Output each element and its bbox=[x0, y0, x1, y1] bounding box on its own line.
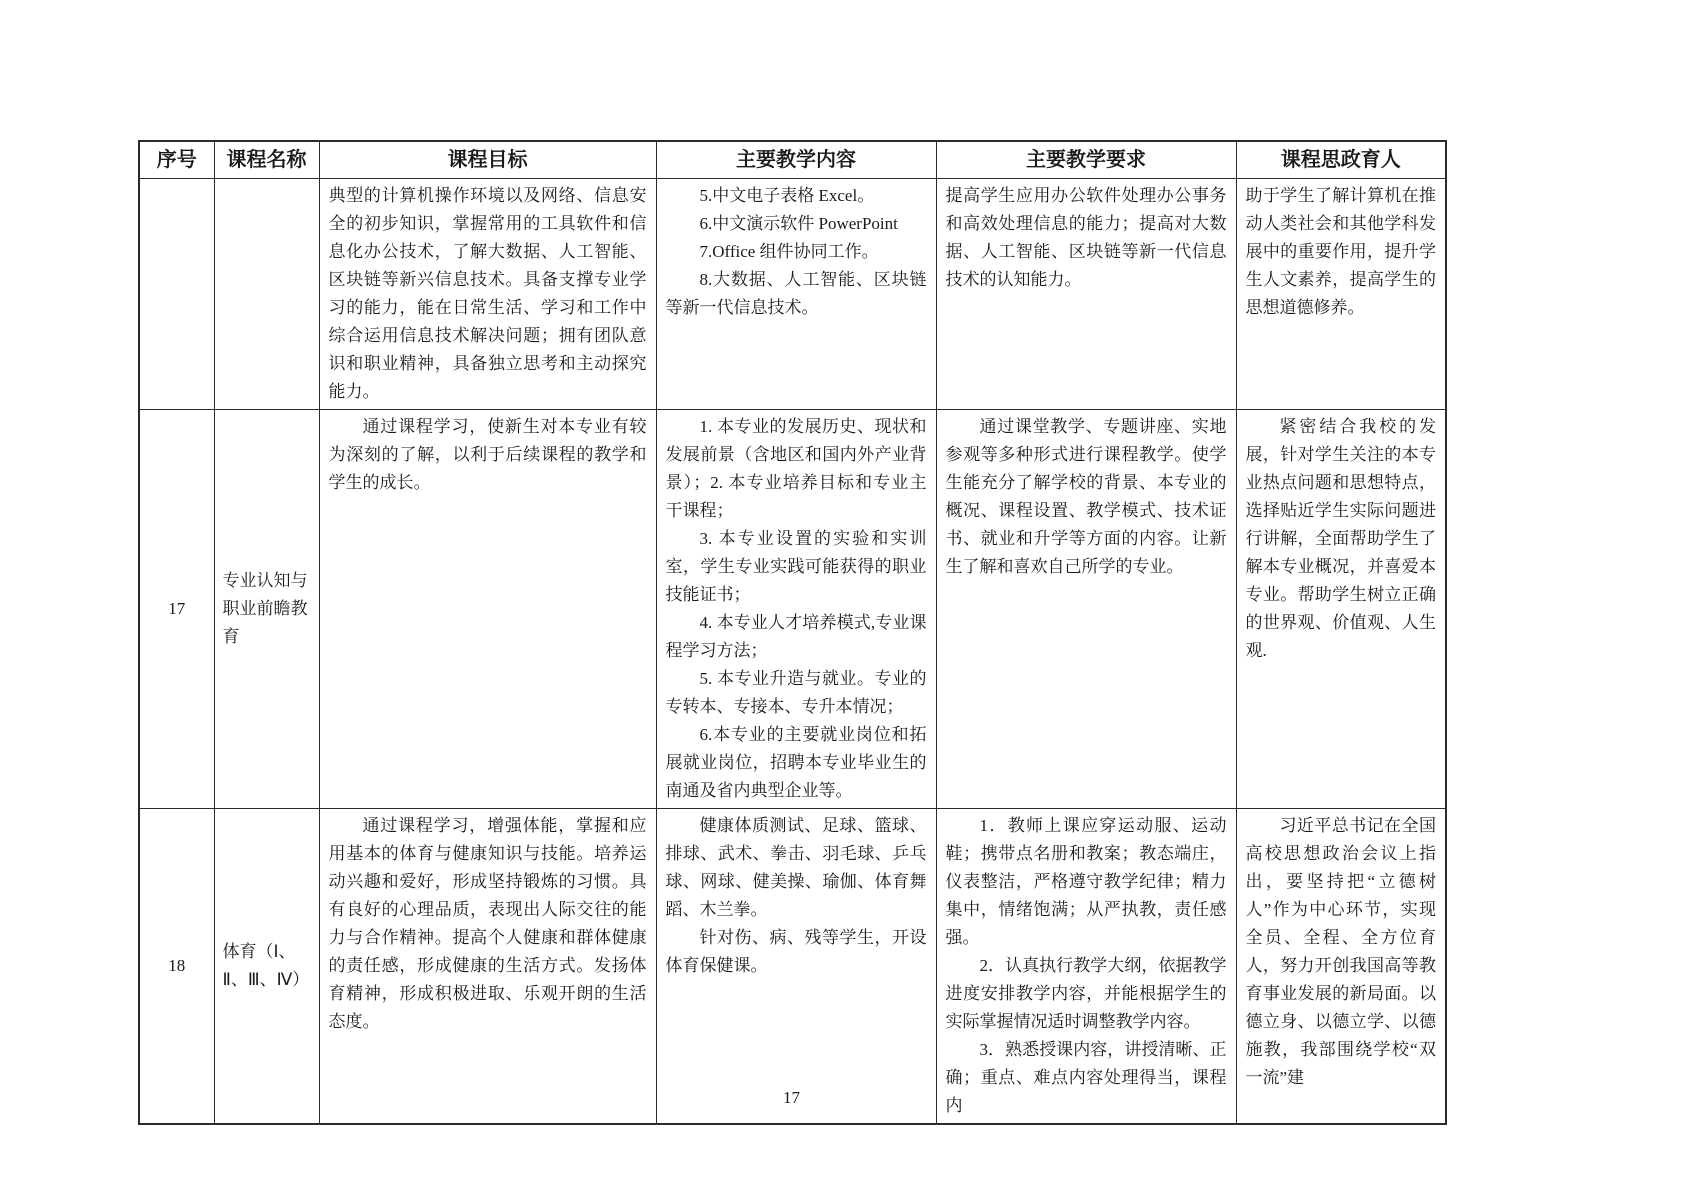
cell-seq: 17 bbox=[139, 409, 214, 808]
cell-paragraph: 提高学生应用办公软件处理办公事务和高效处理信息的能力；提高对大数据、人工智能、区块链等新一代信息技术的认知能力。 bbox=[945, 185, 1227, 289]
cell-paragraph: 健康体质测试、足球、篮球、排球、武术、拳击、羽毛球、乒乓球、网球、健美操、瑜伽、体育舞蹈、木兰拳。 bbox=[665, 815, 927, 919]
cell-course-goal bbox=[319, 808, 656, 1124]
cell-paragraph: 6.中文演示软件 PowerPoint bbox=[699, 213, 898, 233]
cell-teaching-content bbox=[656, 409, 936, 808]
cell-paragraph: 3. 本专业设置的实验和实训室，学生专业实践可能获得的职业技能证书； bbox=[665, 528, 927, 604]
page-number: 17 bbox=[783, 1088, 800, 1107]
cell-paragraph: 8.大数据、人工智能、区块链等新一代信息技术。 bbox=[665, 269, 927, 317]
cell-paragraph: 7.Office 组件协同工作。 bbox=[699, 241, 879, 261]
cell-ideology bbox=[1236, 178, 1446, 409]
header-ideology: 课程思政育人 bbox=[1236, 141, 1446, 178]
cell-seq: 18 bbox=[139, 808, 214, 1124]
cell-paragraph: 2．认真执行教学大纲，依据教学进度安排教学内容，并能根据学生的实际掌握情况适时调整教学内容。 bbox=[945, 955, 1227, 1031]
table-row-continuation bbox=[139, 178, 1446, 409]
cell-paragraph: 紧密结合我校的发展，针对学生关注的本专业热点问题和思想特点，选择贴近学生实际问题进行讲解，全面帮助学生了解本专业概况，并喜爱本专业。帮助学生树立正确的世界观、价值观、人生观. bbox=[1245, 416, 1436, 660]
cell-teaching-requirement bbox=[936, 409, 1236, 808]
cell-course-name: 体育（Ⅰ、Ⅱ、Ⅲ、Ⅳ） bbox=[214, 808, 319, 1124]
cell-paragraph: 通过课程学习，增强体能，掌握和应用基本的体育与健康知识与技能。培养运动兴趣和爱好，形成坚持锻炼的习惯。具有良好的心理品质，表现出人际交往的能力与合作精神。提高个人健康和群体健康的责任感，形成健康的生活方式。发扬体育精神，形成积极进取、乐观开朗的生活态度。 bbox=[328, 815, 647, 1031]
cell-paragraph: 3．熟悉授课内容，讲授清晰、正确；重点、难点内容处理得当，课程内 bbox=[945, 1039, 1227, 1115]
cell-ideology bbox=[1236, 808, 1446, 1124]
header-teaching-content: 主要教学内容 bbox=[656, 141, 936, 178]
cell-paragraph: 5. 本专业升造与就业。专业的专转本、专接本、专升本情况； bbox=[665, 668, 927, 716]
cell-ideology bbox=[1236, 409, 1446, 808]
cell-paragraph: 1. 本专业的发展历史、现状和发展前景（含地区和国内外产业背景）；2. 本专业培养目标和专业主干课程； bbox=[665, 416, 927, 520]
cell-course-name: 专业认知与职业前瞻教育 bbox=[214, 409, 319, 808]
cell-paragraph: 习近平总书记在全国高校思想政治会议上指出，要坚持把“立德树人”作为中心环节，实现全员、全程、全方位育人，努力开创我国高等教育事业发展的新局面。以德立身、以德立学、以德施教，我部围绕学校“双一流”建 bbox=[1245, 815, 1436, 1087]
cell-course-goal bbox=[319, 409, 656, 808]
cell-paragraph: 典型的计算机操作环境以及网络、信息安全的初步知识，掌握常用的工具软件和信息化办公技术，了解大数据、人工智能、区块链等新兴信息技术。具备支撑专业学习的能力，能在日常生活、学习和工作中综合运用信息技术解决问题；拥有团队意识和职业精神，具备独立思考和主动探究能力。 bbox=[328, 185, 647, 401]
cell-paragraph: 通过课堂教学、专题讲座、实地参观等多种形式进行课程教学。使学生能充分了解学校的背景、本专业的概况、课程设置、教学模式、技术证书、就业和升学等方面的内容。让新生了解和喜欢自己所学的专业。 bbox=[945, 416, 1227, 576]
cell-paragraph: 4. 本专业人才培养模式,专业课程学习方法； bbox=[665, 612, 927, 660]
cell-paragraph: 针对伤、病、残等学生，开设体育保健课。 bbox=[665, 927, 927, 975]
cell-course-name bbox=[214, 178, 319, 409]
cell-seq bbox=[139, 178, 214, 409]
header-course-goal: 课程目标 bbox=[319, 141, 656, 178]
table-row-18 bbox=[139, 808, 1446, 1124]
cell-teaching-content bbox=[656, 178, 936, 409]
table-row-17 bbox=[139, 409, 1446, 808]
header-teaching-requirement: 主要教学要求 bbox=[936, 141, 1236, 178]
cell-paragraph: 助于学生了解计算机在推动人类社会和其他学科发展中的重要作用，提升学生人文素养，提高学生的思想道德修养。 bbox=[1245, 185, 1436, 317]
cell-paragraph: 1．教师上课应穿运动服、运动鞋；携带点名册和教案；教态端庄，仪表整洁，严格遵守教学纪律；精力集中，情绪饱满；从严执教，责任感强。 bbox=[945, 815, 1227, 947]
cell-course-goal bbox=[319, 178, 656, 409]
course-table bbox=[138, 140, 1447, 1125]
cell-teaching-requirement bbox=[936, 808, 1236, 1124]
header-seq: 序号 bbox=[139, 141, 214, 178]
cell-paragraph: 通过课程学习，使新生对本专业有较为深刻的了解，以利于后续课程的教学和学生的成长。 bbox=[328, 416, 647, 492]
table-header-row bbox=[139, 141, 1446, 178]
header-course-name: 课程名称 bbox=[214, 141, 319, 178]
cell-paragraph: 5.中文电子表格 Excel。 bbox=[699, 185, 875, 205]
cell-teaching-requirement bbox=[936, 178, 1236, 409]
cell-teaching-content bbox=[656, 808, 936, 1124]
cell-paragraph: 6.本专业的主要就业岗位和拓展就业岗位，招聘本专业毕业生的南通及省内典型企业等。 bbox=[665, 724, 927, 800]
